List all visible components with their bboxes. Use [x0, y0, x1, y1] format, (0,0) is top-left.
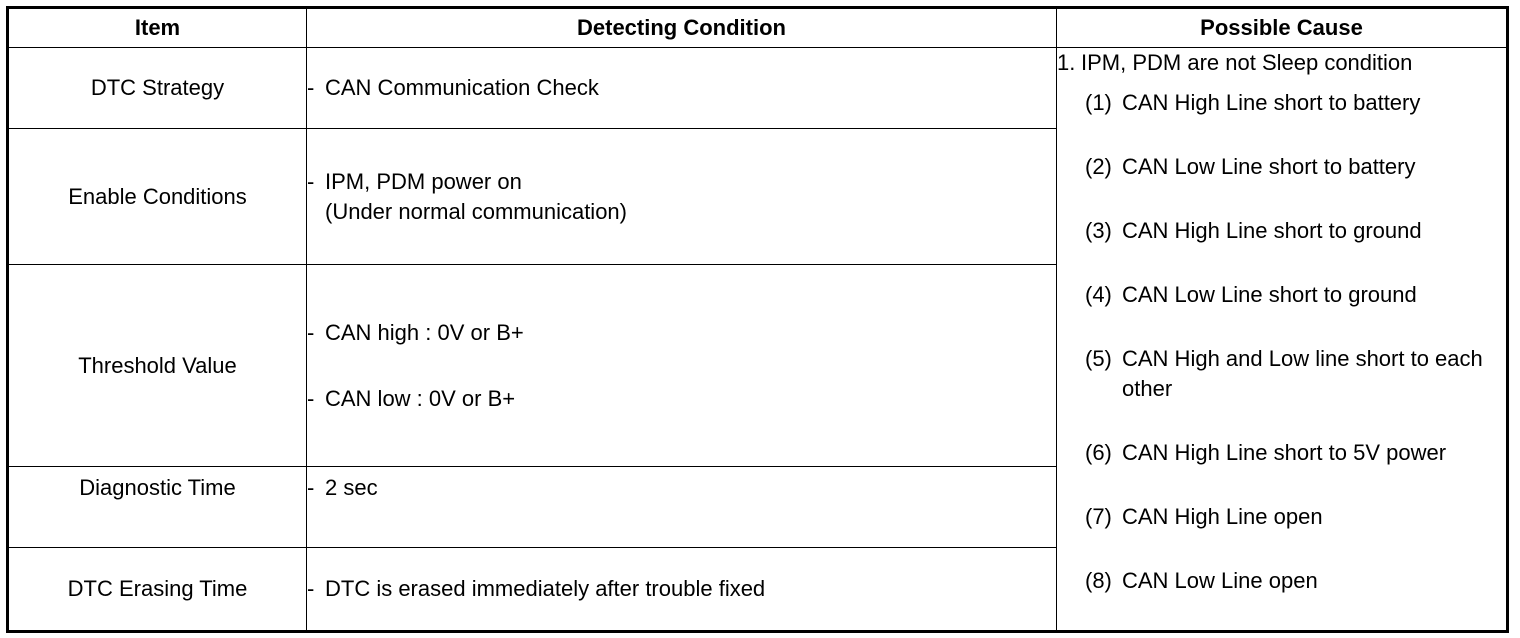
cause-item	[1085, 216, 1506, 246]
cause-item	[1085, 280, 1506, 310]
condition-text: IPM, PDM power on	[325, 168, 522, 194]
cause-item-text: CAN Low Line open	[1122, 568, 1318, 593]
cause-item	[1085, 566, 1506, 596]
condition-dtc-erasing-time	[307, 548, 1057, 632]
cause-item-text: CAN Low Line short to battery	[1122, 154, 1416, 179]
cause-item-num: (6)	[1085, 440, 1112, 465]
dash: -	[307, 319, 315, 345]
condition-text: CAN high : 0V or B+	[325, 319, 524, 345]
item-enable-conditions: Enable Conditions	[8, 129, 307, 265]
cause-item-text: CAN High Line short to battery	[1122, 90, 1421, 115]
condition-text: DTC is erased immediately after trouble fixed	[325, 576, 766, 601]
condition-diagnostic-time	[307, 467, 1057, 548]
item-diagnostic-time: Diagnostic Time	[8, 467, 307, 548]
cause-item	[1085, 152, 1506, 182]
cause-item-num: (2)	[1085, 154, 1112, 179]
cause-item	[1085, 438, 1506, 468]
cause-item-text: CAN High Line short to ground	[1122, 218, 1422, 243]
cause-item-num: (7)	[1085, 504, 1112, 529]
cause-item	[1085, 88, 1506, 118]
dash: -	[307, 168, 315, 194]
header-possible-cause: Possible Cause	[1057, 8, 1508, 48]
cause-item-text: CAN High and Low line short to each other	[1122, 346, 1483, 401]
header-row	[8, 8, 1508, 48]
item-dtc-erasing-time: DTC Erasing Time	[8, 548, 307, 632]
condition-text: CAN low : 0V or B+	[325, 385, 516, 411]
item-threshold-value: Threshold Value	[8, 265, 307, 467]
cause-item-num: (5)	[1085, 346, 1112, 371]
possible-cause-cell	[1057, 48, 1508, 632]
dash: -	[307, 576, 315, 601]
cause-item	[1085, 344, 1506, 404]
header-item: Item	[8, 8, 307, 48]
condition-threshold-value	[307, 265, 1057, 467]
header-detecting-condition: Detecting Condition	[307, 8, 1057, 48]
cause-item-num: (4)	[1085, 282, 1112, 307]
cause-item-text: CAN Low Line short to ground	[1122, 282, 1417, 307]
cause-item-num: (3)	[1085, 218, 1112, 243]
dash-spacer	[307, 197, 325, 227]
cause-list	[1057, 88, 1506, 596]
condition-text: 2 sec	[325, 475, 378, 500]
cause-item-text: CAN High Line open	[1122, 504, 1323, 529]
cause-number: 1.	[1057, 50, 1076, 75]
cause-heading	[1057, 48, 1506, 78]
condition-enable-conditions	[307, 129, 1057, 265]
cause-item-text: CAN High Line short to 5V power	[1122, 440, 1447, 465]
dtc-table	[6, 6, 1509, 633]
condition-text: CAN Communication Check	[325, 75, 599, 100]
condition-text: (Under normal communication)	[325, 198, 627, 224]
cause-item	[1085, 502, 1506, 532]
condition-dtc-strategy	[307, 48, 1057, 129]
item-dtc-strategy: DTC Strategy	[8, 48, 307, 129]
dash: -	[307, 75, 315, 100]
row-dtc-strategy	[8, 48, 1508, 129]
cause-item-num: (1)	[1085, 90, 1112, 115]
dash: -	[307, 475, 315, 500]
cause-heading-text: IPM, PDM are not Sleep condition	[1081, 50, 1413, 75]
cause-item-num: (8)	[1085, 568, 1112, 593]
dash: -	[307, 385, 315, 411]
